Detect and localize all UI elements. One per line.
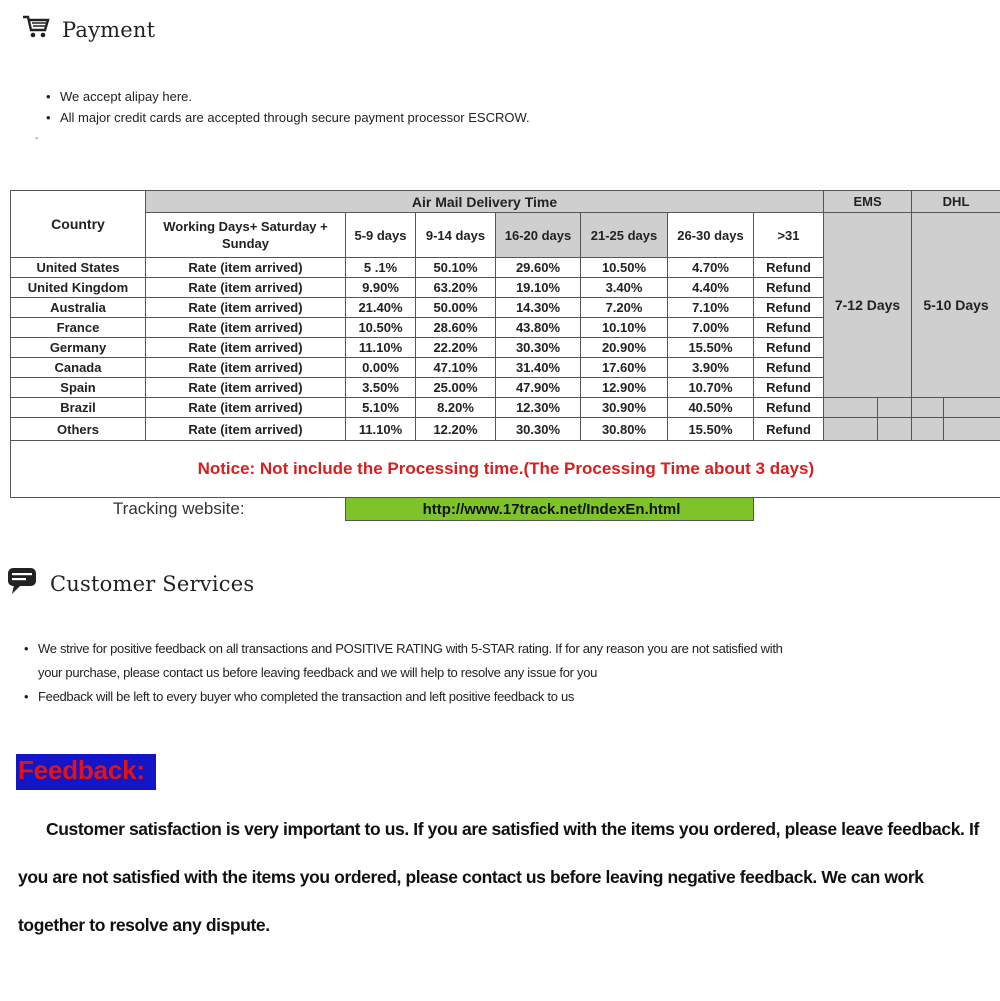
rate-value-cell: 31.40% [496,358,581,378]
express-blank-cell [824,398,878,418]
country-cell: France [11,318,146,338]
col-band-header: >31 [754,213,824,258]
rate-label-cell: Rate (item arrived) [146,398,346,418]
shipping-table [10,190,1000,441]
rate-value-cell: 47.90% [496,378,581,398]
express-blank-cell [944,398,1000,418]
over-31-cell: Refund [754,338,824,358]
rate-value-cell: 10.70% [668,378,754,398]
shipping-table-wrap [10,190,1000,521]
over-31-cell: Refund [754,318,824,338]
express-blank-cell [912,398,944,418]
over-31-cell: Refund [754,418,824,441]
rate-value-cell: 12.90% [581,378,668,398]
rate-label-cell: Rate (item arrived) [146,338,346,358]
rate-value-cell: 14.30% [496,298,581,318]
country-cell: Spain [11,378,146,398]
feedback-badge [16,754,156,790]
rate-value-cell: 11.10% [346,418,416,441]
notice-table [10,441,1000,521]
rate-value-cell: 3.90% [668,358,754,378]
rate-value-cell: 20.90% [581,338,668,358]
over-31-cell: Refund [754,298,824,318]
col-country-header: Country [11,191,146,258]
rate-value-cell: 47.10% [416,358,496,378]
processing-notice: Notice: Not include the Processing time.(The Processing Time about 3 days) [11,441,1000,498]
rate-value-cell: 17.60% [581,358,668,378]
rate-value-cell: 7.20% [581,298,668,318]
rate-value-cell: 11.10% [346,338,416,358]
rate-value-cell: 40.50% [668,398,754,418]
customer-services-bullet-list [24,637,784,709]
rate-value-cell: 10.10% [581,318,668,338]
express-blank-cell [878,398,912,418]
ems-header: EMS [824,191,912,213]
country-cell: United States [11,258,146,278]
country-cell: Germany [11,338,146,358]
rate-value-cell: 9.90% [346,278,416,298]
rate-value-cell: 3.40% [581,278,668,298]
rate-value-cell: 12.30% [496,398,581,418]
express-blank-cell [824,418,878,441]
rate-value-cell: 30.30% [496,418,581,441]
col-band-header: 26-30 days [668,213,754,258]
stray-mark: - [35,133,39,144]
col-band-header: 16-20 days [496,213,581,258]
rate-value-cell: 19.10% [496,278,581,298]
table-row [11,398,1000,418]
over-31-cell: Refund [754,358,824,378]
rate-value-cell: 15.50% [668,418,754,441]
over-31-cell: Refund [754,378,824,398]
rate-value-cell: 12.20% [416,418,496,441]
rate-value-cell: 30.90% [581,398,668,418]
rate-value-cell: 10.50% [346,318,416,338]
rate-value-cell: 30.80% [581,418,668,441]
speech-bubble-icon [6,566,38,601]
tracking-label: Tracking website: [11,498,346,521]
over-31-cell: Refund [754,278,824,298]
express-blank-cell [944,418,1000,441]
col-working-days-header: Working Days+ Saturday + Sunday [146,213,346,258]
tracking-url-link[interactable]: http://www.17track.net/IndexEn.html [346,498,754,521]
country-cell: Australia [11,298,146,318]
rate-value-cell: 8.20% [416,398,496,418]
list-item: • We strive for positive feedback on all transactions and POSITIVE RATING with 5-STAR rating. If for any reason you are not satisfied with your purchase, please contact us before leaving feedback and we will help to resolve any issue for you [24,637,784,685]
rate-value-cell: 7.10% [668,298,754,318]
rate-value-cell: 5 .1% [346,258,416,278]
over-31-cell: Refund [754,258,824,278]
rate-label-cell: Rate (item arrived) [146,418,346,441]
rate-value-cell: 50.00% [416,298,496,318]
rate-value-cell: 7.00% [668,318,754,338]
payment-bullet-list [46,86,530,128]
rate-label-cell: Rate (item arrived) [146,378,346,398]
express-blank-cell [912,418,944,441]
rate-value-cell: 3.50% [346,378,416,398]
country-cell: Others [11,418,146,441]
payment-title: Payment [62,17,156,42]
feedback-text: Customer satisfaction is very important to us. If you are satisfied with the items you ordered, please leave feedback. If you are not satisfied with the items you ordered, please contact us before leaving negative feedback. We can work together to resolve any dispute. [18,819,979,935]
rate-value-cell: 50.10% [416,258,496,278]
list-item: • Feedback will be left to every buyer who completed the transaction and left positive feedback to us [24,685,784,709]
rate-value-cell: 4.40% [668,278,754,298]
rate-value-cell: 28.60% [416,318,496,338]
over-31-cell: Refund [754,398,824,418]
country-cell: Brazil [11,398,146,418]
country-cell: Canada [11,358,146,378]
feedback-badge-label: Feedback: [18,755,145,785]
table-row [11,418,1000,441]
rate-value-cell: 10.50% [581,258,668,278]
country-cell: United Kingdom [11,278,146,298]
rate-value-cell: 25.00% [416,378,496,398]
customer-services-header [6,566,254,601]
rate-value-cell: 5.10% [346,398,416,418]
rate-label-cell: Rate (item arrived) [146,298,346,318]
air-mail-header: Air Mail Delivery Time [146,191,824,213]
rate-value-cell: 29.60% [496,258,581,278]
rate-value-cell: 21.40% [346,298,416,318]
rate-label-cell: Rate (item arrived) [146,358,346,378]
col-band-header: 21-25 days [581,213,668,258]
rate-label-cell: Rate (item arrived) [146,258,346,278]
rate-value-cell: 15.50% [668,338,754,358]
col-band-header: 9-14 days [416,213,496,258]
dhl-header: DHL [912,191,1000,213]
payment-header [22,14,155,45]
rate-label-cell: Rate (item arrived) [146,318,346,338]
list-item: • All major credit cards are accepted through secure payment processor ESCROW. [46,107,530,128]
rate-value-cell: 0.00% [346,358,416,378]
list-item: • We accept alipay here. [46,86,530,107]
rate-value-cell: 30.30% [496,338,581,358]
rate-label-cell: Rate (item arrived) [146,278,346,298]
feedback-paragraph [18,805,993,949]
ems-time-cell: 7-12 Days [824,213,912,398]
rate-value-cell: 63.20% [416,278,496,298]
shopping-cart-icon [22,14,50,45]
customer-services-title: Customer Services [50,571,255,596]
dhl-time-cell: 5-10 Days [912,213,1000,398]
rate-value-cell: 43.80% [496,318,581,338]
express-blank-cell [878,418,912,441]
rate-value-cell: 4.70% [668,258,754,278]
col-band-header: 5-9 days [346,213,416,258]
rate-value-cell: 22.20% [416,338,496,358]
tracking-filler [754,498,1000,521]
